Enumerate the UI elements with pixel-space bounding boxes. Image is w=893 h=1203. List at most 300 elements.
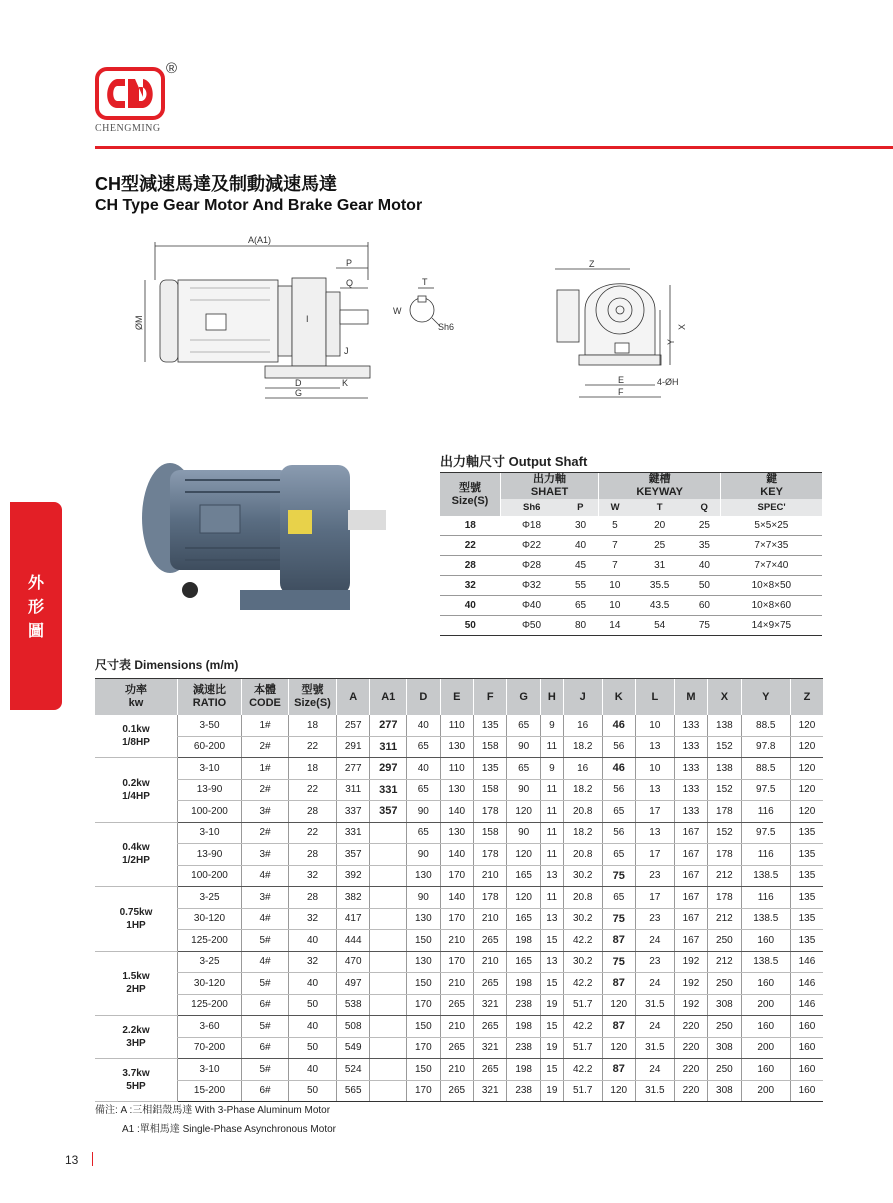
- dimension-cell: 138: [708, 715, 741, 736]
- dimension-cell: 212: [708, 951, 741, 973]
- dimension-cell: 5#: [242, 930, 289, 952]
- dimension-cell: 30.2: [563, 865, 602, 887]
- dimension-cell: 158: [473, 779, 506, 801]
- dimension-cell: 110: [440, 758, 473, 780]
- dimension-cell: 13: [540, 865, 563, 887]
- dimension-cell: [370, 1059, 407, 1081]
- dimension-cell: 18.2: [563, 736, 602, 758]
- shaft-cell-q: 60: [688, 596, 721, 616]
- dimension-cell: 3-10: [178, 1059, 242, 1081]
- dimension-cell: 140: [440, 801, 473, 823]
- dimension-cell: 210: [473, 908, 506, 930]
- dimension-cell: 23: [636, 865, 675, 887]
- dimension-cell: 392: [337, 865, 370, 887]
- dimension-cell: 152: [708, 736, 741, 758]
- dimension-cell: 125-200: [178, 930, 242, 952]
- dimension-cell: [370, 887, 407, 909]
- label-d: D: [295, 378, 302, 388]
- dimension-cell: 16: [563, 715, 602, 736]
- dimension-cell: 1#: [242, 715, 289, 736]
- label-z: Z: [589, 259, 595, 269]
- shaft-cell-spec: 5×5×25: [721, 516, 822, 536]
- dimension-row: [95, 994, 823, 1016]
- dimension-row: [95, 736, 823, 758]
- dimension-cell: 65: [407, 736, 440, 758]
- dimension-cell: 24: [636, 1016, 675, 1038]
- dimension-cell: 10: [636, 758, 675, 780]
- dimension-cell: 32: [289, 865, 337, 887]
- shaft-cell-q: 75: [688, 616, 721, 636]
- shaft-cell-w: 5: [599, 516, 632, 536]
- dimension-cell: 2#: [242, 822, 289, 844]
- dimension-cell: 170: [407, 1080, 440, 1102]
- dimension-cell: 40: [289, 930, 337, 952]
- label-w: W: [393, 306, 402, 316]
- shaft-cell-p: 55: [562, 576, 598, 596]
- dimension-cell: [370, 973, 407, 995]
- dimension-cell: 28: [289, 801, 337, 823]
- dimension-row: [95, 779, 823, 801]
- dimension-cell: 160: [741, 1059, 790, 1081]
- dimension-cell: 5#: [242, 1059, 289, 1081]
- dimension-cell: 88.5: [741, 758, 790, 780]
- shaft-row: [440, 616, 822, 636]
- page-title-cn: CH型減速馬達及制動減速馬達: [95, 174, 337, 194]
- dimension-cell: 160: [790, 1059, 823, 1081]
- dimension-cell: 6#: [242, 1037, 289, 1059]
- dimension-cell: 198: [507, 1059, 540, 1081]
- shaft-cell-sh6: Φ50: [501, 616, 563, 636]
- dimension-cell: 30.2: [563, 908, 602, 930]
- dimension-cell: 238: [507, 994, 540, 1016]
- dimension-row: [95, 844, 823, 866]
- dimension-cell: 277: [370, 715, 407, 736]
- dimension-cell: 11: [540, 779, 563, 801]
- shaft-cell-w: 7: [599, 536, 632, 556]
- dimension-cell: 120: [507, 887, 540, 909]
- dimension-cell: 28: [289, 844, 337, 866]
- dimension-cell: 75: [602, 908, 635, 930]
- dimension-cell: 150: [407, 973, 440, 995]
- dimension-cell: 19: [540, 994, 563, 1016]
- dimension-cell: 135: [790, 887, 823, 909]
- shaft-cell-q: 50: [688, 576, 721, 596]
- brand-name: CHENGMING: [95, 123, 161, 134]
- shaft-row: [440, 576, 822, 596]
- dimension-cell: 331: [370, 779, 407, 801]
- label-p: P: [346, 258, 353, 268]
- side-tab-label: [10, 572, 62, 644]
- power-cell: 0.4kw 1/2HP: [95, 822, 178, 887]
- dimension-cell: 19: [540, 1080, 563, 1102]
- dimension-cell: 192: [674, 973, 707, 995]
- dimension-cell: 120: [790, 736, 823, 758]
- dimension-cell: 277: [337, 758, 370, 780]
- shaft-cell-q: 40: [688, 556, 721, 576]
- power-cell: 1.5kw 2HP: [95, 951, 178, 1016]
- dimension-cell: 15: [540, 973, 563, 995]
- dimension-cell: 3#: [242, 887, 289, 909]
- dimension-cell: 11: [540, 801, 563, 823]
- dimension-cell: 28: [289, 887, 337, 909]
- dimension-cell: 97.8: [741, 736, 790, 758]
- dimension-cell: 90: [407, 801, 440, 823]
- dimension-cell: 15-200: [178, 1080, 242, 1102]
- dimension-cell: 97.5: [741, 779, 790, 801]
- dimension-cell: 22: [289, 736, 337, 758]
- dimension-cell: 13: [636, 822, 675, 844]
- dimension-cell: 220: [674, 1016, 707, 1038]
- shaft-cell-w: 10: [599, 576, 632, 596]
- dimension-cell: 200: [741, 1037, 790, 1059]
- dimension-row: [95, 973, 823, 995]
- dimension-row: [95, 1016, 823, 1038]
- dimension-cell: 210: [473, 865, 506, 887]
- dimension-cell: 42.2: [563, 1016, 602, 1038]
- dimension-cell: 178: [473, 844, 506, 866]
- dimension-cell: 311: [370, 736, 407, 758]
- dimension-cell: 3-10: [178, 758, 242, 780]
- dimension-cell: 508: [337, 1016, 370, 1038]
- dimension-cell: 24: [636, 973, 675, 995]
- shaft-table-body: [440, 516, 822, 636]
- dimension-cell: 130: [440, 822, 473, 844]
- shaft-cell-t: 54: [631, 616, 688, 636]
- dimension-cell: 308: [708, 994, 741, 1016]
- dimension-cell: 160: [741, 930, 790, 952]
- dimension-cell: 170: [440, 951, 473, 973]
- dimension-cell: 146: [790, 951, 823, 973]
- dimension-cell: 90: [507, 779, 540, 801]
- dimension-cell: 11: [540, 736, 563, 758]
- dimension-cell: 158: [473, 822, 506, 844]
- dimension-cell: 130: [407, 865, 440, 887]
- dimension-cell: 250: [708, 1059, 741, 1081]
- dimension-cell: 170: [440, 865, 473, 887]
- dimension-cell: 135: [790, 865, 823, 887]
- shaft-cell-w: 7: [599, 556, 632, 576]
- dimension-cell: 40: [289, 973, 337, 995]
- shaft-row: [440, 596, 822, 616]
- shaft-row: [440, 556, 822, 576]
- shaft-cell-size: 32: [440, 576, 501, 596]
- dimension-cell: 30.2: [563, 951, 602, 973]
- dimension-cell: 210: [440, 1059, 473, 1081]
- dimension-cell: 65: [507, 758, 540, 780]
- label-k: K: [342, 378, 349, 388]
- dimension-cell: 31.5: [636, 1037, 675, 1059]
- dimension-cell: 130: [440, 779, 473, 801]
- dimension-cell: 65: [407, 822, 440, 844]
- dimension-cell: 56: [602, 779, 635, 801]
- dimension-cell: 120: [507, 801, 540, 823]
- dimension-cell: 133: [674, 801, 707, 823]
- dimension-cell: 150: [407, 930, 440, 952]
- dimension-cell: 65: [602, 801, 635, 823]
- dimension-cell: 32: [289, 908, 337, 930]
- label-y: Y: [666, 338, 676, 345]
- dimension-cell: 20.8: [563, 844, 602, 866]
- dimension-cell: 40: [289, 1059, 337, 1081]
- dimension-cell: 198: [507, 1016, 540, 1038]
- dimension-cell: 135: [473, 758, 506, 780]
- dimension-cell: 257: [337, 715, 370, 736]
- dimension-cell: 178: [708, 887, 741, 909]
- dimension-cell: 13: [540, 951, 563, 973]
- shaft-cell-t: 43.5: [631, 596, 688, 616]
- power-cell: 0.75kw 1HP: [95, 887, 178, 952]
- dimension-cell: 198: [507, 973, 540, 995]
- shaft-cell-size: 28: [440, 556, 501, 576]
- dimension-cell: 87: [602, 1016, 635, 1038]
- dimension-cell: 3-50: [178, 715, 242, 736]
- dimension-cell: 321: [473, 1080, 506, 1102]
- dimension-row: [95, 715, 823, 736]
- dimension-cell: 265: [473, 1016, 506, 1038]
- dimension-cell: 22: [289, 822, 337, 844]
- page-title-en: CH Type Gear Motor And Brake Gear Motor: [95, 197, 423, 214]
- label-h: 4-ØH: [657, 377, 679, 387]
- side-tab-char: 外: [27, 575, 44, 592]
- dimension-cell: 6#: [242, 1080, 289, 1102]
- dimension-cell: 565: [337, 1080, 370, 1102]
- label-i: I: [306, 314, 309, 324]
- dimension-cell: 87: [602, 930, 635, 952]
- dimension-cell: 192: [674, 994, 707, 1016]
- dimension-cell: 470: [337, 951, 370, 973]
- dimension-cell: 2#: [242, 779, 289, 801]
- dimension-cell: 75: [602, 865, 635, 887]
- label-t: T: [422, 277, 428, 287]
- dimension-cell: 357: [370, 801, 407, 823]
- dimension-cell: 170: [407, 1037, 440, 1059]
- dimension-cell: 6#: [242, 994, 289, 1016]
- header-shaft: 出力軸 SHAET: [501, 473, 599, 500]
- dimension-cell: 135: [790, 908, 823, 930]
- dimension-cell: 160: [741, 973, 790, 995]
- dimension-cell: 133: [674, 758, 707, 780]
- dimension-cell: 51.7: [563, 1080, 602, 1102]
- shaft-cell-p: 80: [562, 616, 598, 636]
- dimension-cell: 135: [790, 930, 823, 952]
- dimension-cell: 321: [473, 994, 506, 1016]
- dimension-cell: 167: [674, 865, 707, 887]
- dimension-cell: 238: [507, 1037, 540, 1059]
- dimension-cell: 210: [473, 951, 506, 973]
- dimension-cell: 16: [563, 758, 602, 780]
- dimension-cell: 308: [708, 1080, 741, 1102]
- dimension-cell: 97.5: [741, 822, 790, 844]
- shaft-row: [440, 516, 822, 536]
- shaft-cell-spec: 7×7×35: [721, 536, 822, 556]
- dimension-cell: 87: [602, 1059, 635, 1081]
- shaft-cell-t: 35.5: [631, 576, 688, 596]
- dimension-cell: 90: [507, 736, 540, 758]
- dimension-cell: 130: [407, 908, 440, 930]
- dimension-row: [95, 951, 823, 973]
- dimension-cell: 18.2: [563, 822, 602, 844]
- header-power: 功率 kw: [95, 679, 178, 716]
- label-x: X: [677, 323, 687, 330]
- dimension-cell: 4#: [242, 951, 289, 973]
- dimension-cell: 308: [708, 1037, 741, 1059]
- dimension-cell: 13-90: [178, 844, 242, 866]
- dimension-row: [95, 865, 823, 887]
- dimension-cell: 3-60: [178, 1016, 242, 1038]
- registered-mark: ®: [166, 60, 178, 77]
- dimension-cell: 200: [741, 1080, 790, 1102]
- dimension-cell: 88.5: [741, 715, 790, 736]
- shaft-cell-size: 40: [440, 596, 501, 616]
- dimension-cell: 65: [507, 715, 540, 736]
- dimension-cell: 130: [407, 951, 440, 973]
- dimension-cell: 135: [790, 822, 823, 844]
- dimension-cell: [370, 1080, 407, 1102]
- dimension-cell: 167: [674, 908, 707, 930]
- dimension-cell: 120: [602, 1037, 635, 1059]
- dimension-cell: [370, 994, 407, 1016]
- dimension-cell: 46: [602, 758, 635, 780]
- dimension-cell: 265: [440, 1037, 473, 1059]
- dimension-cell: 357: [337, 844, 370, 866]
- dimension-cell: 13: [636, 736, 675, 758]
- dimension-cell: 265: [473, 930, 506, 952]
- dimension-row: [95, 908, 823, 930]
- dimension-cell: 3-25: [178, 951, 242, 973]
- dimension-cell: 9: [540, 715, 563, 736]
- dimension-cell: 11: [540, 887, 563, 909]
- dimension-cell: 178: [473, 887, 506, 909]
- dimension-cell: 133: [674, 736, 707, 758]
- dimension-cell: 138.5: [741, 908, 790, 930]
- dimension-cell: 321: [473, 1037, 506, 1059]
- shaft-cell-p: 65: [562, 596, 598, 616]
- header-rule: [95, 146, 893, 149]
- dimension-cell: 17: [636, 844, 675, 866]
- dimension-row: [95, 822, 823, 844]
- dimension-cell: 220: [674, 1080, 707, 1102]
- dimension-cell: 24: [636, 930, 675, 952]
- dimension-cell: 210: [440, 973, 473, 995]
- shaft-cell-spec: 14×9×75: [721, 616, 822, 636]
- shaft-cell-p: 30: [562, 516, 598, 536]
- shaft-cell-spec: 10×8×60: [721, 596, 822, 616]
- dimension-cell: 1#: [242, 758, 289, 780]
- dimension-cell: 250: [708, 930, 741, 952]
- dimension-cell: 5#: [242, 973, 289, 995]
- dimension-cell: 220: [674, 1037, 707, 1059]
- shaft-cell-t: 31: [631, 556, 688, 576]
- shaft-cell-size: 18: [440, 516, 501, 536]
- shaft-cell-q: 35: [688, 536, 721, 556]
- side-tab-char: 形: [27, 599, 44, 616]
- header-key: 鍵 KEY: [721, 473, 822, 500]
- dimension-cell: 9: [540, 758, 563, 780]
- dimension-cell: 265: [473, 973, 506, 995]
- label-a: A(A1): [248, 235, 272, 245]
- dimension-cell: [370, 865, 407, 887]
- dimension-cell: 135: [790, 844, 823, 866]
- dimension-cell: 2#: [242, 736, 289, 758]
- page-number-bar: [92, 1152, 93, 1166]
- dimension-cell: 200: [741, 994, 790, 1016]
- dimension-cell: 70-200: [178, 1037, 242, 1059]
- shaft-cell-sh6: Φ28: [501, 556, 563, 576]
- dimension-row: [95, 1059, 823, 1081]
- dimension-cell: 170: [407, 994, 440, 1016]
- dimension-cell: 152: [708, 822, 741, 844]
- dimension-cell: 120: [602, 1080, 635, 1102]
- power-cell: 0.2kw 1/4HP: [95, 758, 178, 823]
- dimension-cell: 5#: [242, 1016, 289, 1038]
- dimension-cell: 167: [674, 822, 707, 844]
- dimension-cell: [370, 1016, 407, 1038]
- dimension-cell: 152: [708, 779, 741, 801]
- dimension-cell: 150: [407, 1059, 440, 1081]
- dimension-cell: 42.2: [563, 930, 602, 952]
- dimension-cell: 198: [507, 930, 540, 952]
- dimension-cell: 3-10: [178, 822, 242, 844]
- dimension-cell: 138: [708, 758, 741, 780]
- dimension-cell: 18.2: [563, 779, 602, 801]
- dimension-cell: 165: [507, 865, 540, 887]
- shaft-cell-sh6: Φ18: [501, 516, 563, 536]
- dimension-cell: 56: [602, 822, 635, 844]
- dimension-cell: 18: [289, 758, 337, 780]
- dimension-cell: 165: [507, 908, 540, 930]
- dimension-cell: 40: [407, 715, 440, 736]
- header-ratio: 減速比 RATIO: [178, 679, 242, 716]
- dimension-cell: 120: [790, 801, 823, 823]
- dimension-cell: 140: [440, 887, 473, 909]
- dimension-cell: 382: [337, 887, 370, 909]
- label-f: F: [618, 387, 624, 397]
- dimension-cell: 13: [636, 779, 675, 801]
- dimensions-table-body: [95, 715, 823, 1102]
- dimension-cell: 146: [790, 973, 823, 995]
- dimension-cell: 32: [289, 951, 337, 973]
- dimension-cell: 22: [289, 779, 337, 801]
- dimension-cell: 50: [289, 994, 337, 1016]
- dimension-cell: 40: [407, 758, 440, 780]
- dimension-row: [95, 1080, 823, 1102]
- dimension-cell: 165: [507, 951, 540, 973]
- dimension-cell: 538: [337, 994, 370, 1016]
- dimension-cell: 331: [337, 822, 370, 844]
- shaft-cell-t: 20: [631, 516, 688, 536]
- dimension-cell: 160: [741, 1016, 790, 1038]
- dimension-cell: 337: [337, 801, 370, 823]
- dimension-cell: 212: [708, 865, 741, 887]
- dimension-cell: 10: [636, 715, 675, 736]
- dimension-row: [95, 887, 823, 909]
- side-tab-char: 圖: [27, 623, 44, 640]
- dimension-cell: 87: [602, 973, 635, 995]
- dimension-cell: 15: [540, 1059, 563, 1081]
- dimension-cell: 3#: [242, 844, 289, 866]
- dimension-cell: 138.5: [741, 865, 790, 887]
- shaft-cell-w: 14: [599, 616, 632, 636]
- dimension-cell: 13-90: [178, 779, 242, 801]
- dimension-cell: 192: [674, 951, 707, 973]
- dimension-cell: 120: [602, 994, 635, 1016]
- dimension-cell: 220: [674, 1059, 707, 1081]
- dimension-cell: 24: [636, 1059, 675, 1081]
- dimension-row: [95, 801, 823, 823]
- dimension-cell: 158: [473, 736, 506, 758]
- header-size: 型號 Size(S): [440, 473, 501, 517]
- gear-motor-photo: [130, 450, 400, 630]
